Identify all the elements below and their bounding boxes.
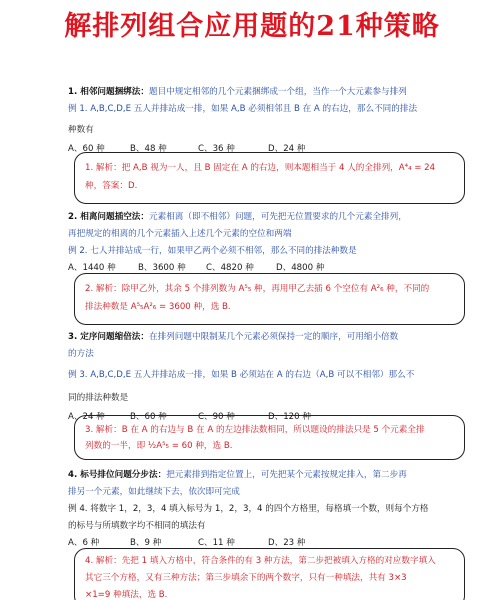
- example-1-line-1: 例 1. A,B,C,D,E 五人并排站成一排，如果 A,B 必须相邻且 B 在 A 的右边，那么不同的排法: [68, 104, 418, 114]
- solution-box-2: [74, 273, 465, 325]
- solution-4-line-2: 其它三个方格，又有三种方法；第三步填余下的两个数字，只有一种填法，共有 3×3: [85, 573, 407, 583]
- section-2-desc-1: 元素相离（即不相邻）问题，可先把无位置要求的几个元素全排列，: [149, 212, 407, 222]
- section-4: [68, 467, 468, 552]
- section-2-heading: 2. 相离问题插空法：: [68, 212, 149, 222]
- example-3-line-1: 例 3. A,B,C,D,E 五人并排站成一排，如果 B 必须站在 A 的右边（A,B 可以不相邻）那么不: [68, 370, 415, 380]
- solution-3-line-1: 3. 解析：B 在 A 的右边与 B 在 A 的左边排法数相同，所以题设的排法只是 5 个元素全排: [85, 425, 425, 435]
- section-3: [68, 329, 468, 426]
- option-b: B、60 种: [130, 412, 167, 422]
- section-3-heading: 3. 定序问题缩倍法：: [68, 332, 149, 342]
- section-3-desc-1: 在排列问题中限制某几个元素必须保持一定的顺序，可用缩小倍数: [149, 332, 399, 342]
- option-a: A、60 种: [68, 144, 105, 154]
- solution-2-line-1: 2. 解析：除甲乙外，其余 5 个排列数为 A⁵₅ 种，再用甲乙去插 6 个空位有 A²₆ 种，不同的: [85, 284, 430, 294]
- option-b: B、3600 种: [138, 263, 186, 273]
- option-a: A、24 种: [68, 412, 105, 422]
- solution-1-line-2: 种，答案：D.: [85, 181, 138, 191]
- example-4-line-1: 例 4. 将数字 1，2，3，4 填入标号为 1，2，3，4 的四个方格里，每格填一个数，则每个方格: [68, 504, 429, 514]
- example-4-line-2: 的标号与所填数字均不相同的填法有: [68, 521, 206, 531]
- solution-box-1: [74, 152, 465, 204]
- option-d: D、120 种: [268, 412, 311, 422]
- section-3-desc-2: 的方法: [68, 349, 94, 359]
- option-c: C、11 种: [198, 538, 235, 548]
- solution-3-line-2: 列数的一半，即 ½A⁵₅ = 60 种，选 B.: [85, 441, 233, 451]
- option-d: D、24 种: [268, 144, 306, 154]
- section-1-heading: 1. 相邻问题捆绑法：: [68, 87, 149, 97]
- option-d: D、4800 种: [276, 263, 325, 273]
- option-b: B、9 种: [130, 538, 162, 548]
- option-c: C、36 种: [198, 144, 235, 154]
- page-title: 解排列组合应用题的21种策略: [64, 11, 440, 42]
- example-1-line-2: 种数有: [68, 125, 94, 135]
- section-2: [68, 209, 468, 277]
- solution-box-3: [74, 415, 465, 460]
- option-a: A、1440 种: [68, 263, 116, 273]
- section-4-desc-1: 把元素排到指定位置上，可先把某个元素按规定排入，第二步再: [166, 470, 407, 480]
- option-c: C、4820 种: [206, 263, 254, 273]
- option-b: B、48 种: [130, 144, 167, 154]
- solution-box-4: [74, 548, 465, 600]
- example-2: 例 2. 七人并排站成一行，如果甲乙两个必须不相邻，那么不同的排法种数是: [68, 246, 357, 256]
- solution-2-line-2: 排法种数是 A⁵₅A²₆ = 3600 种，选 B.: [85, 302, 231, 312]
- section-4-heading: 4. 标号排位问题分步法：: [68, 470, 167, 480]
- section-1: [68, 84, 468, 158]
- option-c: C、90 种: [198, 412, 235, 422]
- section-2-desc-2: 再把规定的相离的几个元素插入上述几个元素的空位和两端: [68, 229, 292, 239]
- option-d: D、23 种: [268, 538, 306, 548]
- section-4-desc-2: 排另一个元素，如此继续下去，依次即可完成: [68, 487, 240, 497]
- option-a: A、6 种: [68, 538, 100, 548]
- example-3-line-2: 同的排法种数是: [68, 393, 129, 403]
- solution-4-line-1: 4. 解析：先把 1 填入方格中，符合条件的有 3 种方法，第二步把被填入方格的对应数字填入: [85, 556, 436, 566]
- solution-1-line-1: 1. 解析：把 A,B 视为一人，且 B 固定在 A 的右边，则本题相当于 4 人的全排列，A⁴₄ = 24: [85, 163, 436, 173]
- solution-4-line-3: ×1=9 种填法，选 B.: [85, 590, 168, 600]
- section-1-desc: 题目中规定相邻的几个元素捆绑成一个组，当作一个大元素参与排列: [149, 87, 407, 97]
